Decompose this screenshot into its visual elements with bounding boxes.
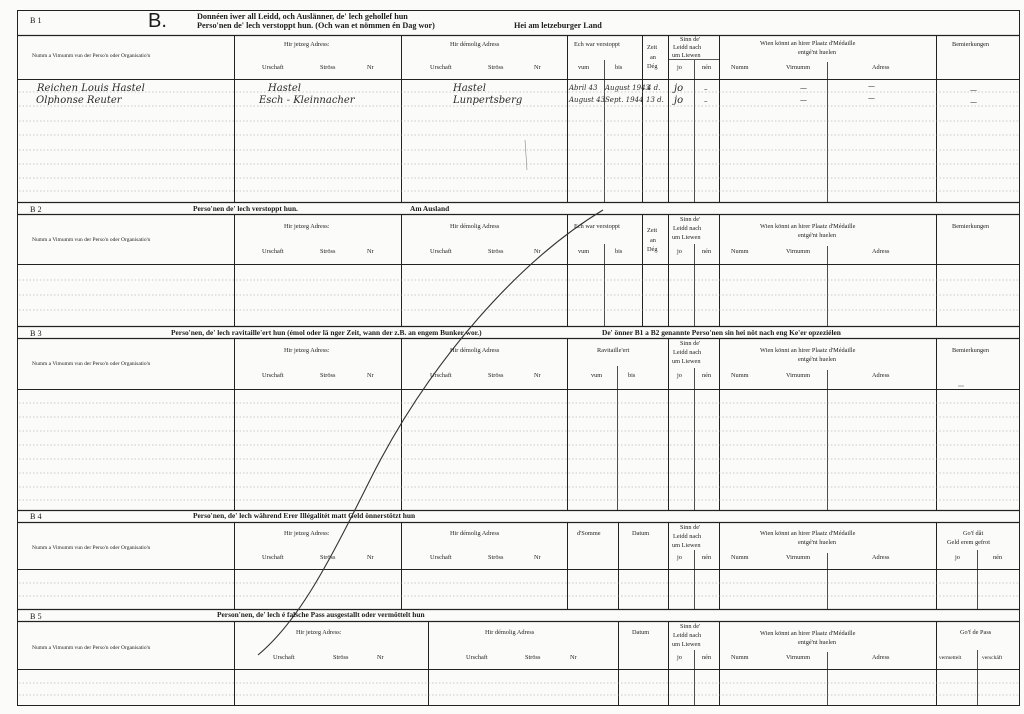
col-virnumm: Virnumm (786, 64, 811, 71)
b5-col-former-address: Hir démolig Adress (485, 629, 535, 636)
b2-col-bis: bis (615, 248, 623, 255)
b5-col-verschaft: verschâft (982, 655, 1003, 661)
b2-col-sinn-2: Leidd nach (673, 225, 702, 232)
col-zeit-an: an (650, 54, 656, 61)
entry-2-medal-virnumm: — (800, 96, 807, 104)
col-zeit-deg: Dég (647, 63, 658, 70)
b5-col-numm: Numm (731, 654, 749, 661)
col-vum: vum (578, 64, 590, 71)
b2-col-former-address: Hir démolig Adress (450, 223, 500, 230)
b2-col-nr: Nr (367, 248, 374, 255)
b4-col-nr: Nr (367, 554, 374, 561)
entry-1-medal-virnumm: — (800, 84, 807, 92)
entry-2-days: 13 d. (646, 96, 664, 104)
col-sinn-2: Leidd nach (673, 44, 702, 51)
b3-col-ravitaille: Ravitaille'ert (597, 347, 630, 354)
b2-col-urschaft: Urschaft (262, 248, 284, 255)
entry-2-medal-adress: — (868, 94, 875, 102)
col-current-address: Hir jetzeg Adress: (284, 41, 330, 48)
entry-1-name: Reichen Louis Hastel (37, 83, 145, 94)
b2-col-remarks: Bemierkungen (952, 223, 990, 230)
entry-2-bis: Sept. 1944 (605, 96, 644, 104)
b2-col-virnumm: Virnumm (786, 248, 811, 255)
b3-col-vum: vum (591, 372, 603, 379)
b4-col-urschaft-2: Urschaft (430, 554, 452, 561)
b5-col-nr-2: Nr (570, 654, 577, 661)
b4-col-jo-2: jo (955, 554, 960, 561)
entry-2-jo: jo (674, 95, 684, 106)
b5-col-medal-2: entgé'nt huelen (798, 639, 837, 646)
b3-col-jo: jo (677, 372, 682, 379)
section-b4-title: Perso'nen, de' lech während Erer Illégalitét matt Geld önnerstötzt hun (193, 511, 416, 520)
b3-col-numm: Numm (731, 372, 749, 379)
b2-col-numm: Numm (731, 248, 749, 255)
b2-col-jo: jo (677, 248, 682, 255)
col-stross: Ströss (320, 64, 336, 71)
b3-col-bis: bis (628, 372, 636, 379)
b5-col-stross: Ströss (333, 654, 349, 661)
b3-col-sinn-3: um Liewen (672, 358, 701, 365)
col-adress: Adress (872, 64, 890, 71)
form-letter: B. (148, 10, 167, 32)
section-b2-land: Am Ausland (410, 204, 450, 213)
entry-2-vum: August 43 (569, 96, 606, 104)
b4-col-jo: jo (677, 554, 682, 561)
col-nen: nén (702, 64, 712, 71)
b3-col-virnumm: Virnumm (786, 372, 811, 379)
col-name: Numm a Vimumm vun der Perso'n oder Organisatio'n (32, 53, 151, 59)
b5-col-nr: Nr (377, 654, 384, 661)
b5-col-virnumm: Virnumm (786, 654, 811, 661)
header-line-1: Donnéen iwer all Leidd, och Auslänner, de' lech gehollef hun (197, 12, 408, 21)
b2-col-current-address: Hir jetzeg Adress: (284, 223, 330, 230)
b3-col-nr-2: Nr (534, 372, 541, 379)
entry-1-bis: August 1943 (605, 84, 650, 92)
entry-1-nen: – (704, 85, 708, 93)
b4-col-gof-1: Go'f dât (963, 530, 984, 537)
entry-1-jo: jo (674, 83, 684, 94)
b3-col-name: Numm a Vimumm vun der Perso'n oder Organisatio'n (32, 361, 151, 367)
b3-col-adress: Adress (872, 372, 890, 379)
b4-col-sinn-1: Sinn de' (680, 524, 701, 531)
col-sinn-3: um Liewen (672, 52, 701, 59)
b3-col-stross-2: Ströss (488, 372, 504, 379)
entry-1-days: 4 d. (647, 84, 661, 92)
b5-col-vermettelt: vermettelt (939, 655, 962, 661)
entry-1-former: Hastel (453, 83, 486, 94)
section-b3-note: De' önner B1 a B2 genannte Perso'nen sin hei nöt nach eng Ke'er opzeziélen (602, 328, 841, 337)
b5-col-sinn-1: Sinn de' (680, 623, 701, 630)
b3-col-medal-2: entgé'nt huelen (798, 356, 837, 363)
b2-col-urschaft-2: Urschaft (430, 248, 452, 255)
b2-col-zeit: Zeit (647, 227, 658, 234)
b4-col-stross-2: Ströss (488, 554, 504, 561)
b2-col-zeit-an: an (650, 237, 656, 244)
col-zeit: Zeit (647, 44, 658, 51)
b5-col-current-address: Hir jetzeg Adress: (296, 629, 342, 636)
b2-col-sinn-3: um Liewen (672, 234, 701, 241)
b2-col-zeit-deg: Dég (647, 246, 658, 253)
b5-col-datum: Datum (632, 629, 650, 636)
b4-col-adress: Adress (872, 554, 890, 561)
b2-col-medal-2: entgé'nt huelen (798, 232, 837, 239)
b3-col-current-address: Hir jetzeg Adress: (284, 347, 330, 354)
b3-col-remarks: Bemierkungen (952, 347, 990, 354)
diagonal-pen-stroke (258, 210, 603, 655)
b5-col-nen: nén (702, 654, 712, 661)
b5-col-sinn-2: Leidd nach (673, 632, 702, 639)
entry-1-urschaft: Hastel (268, 83, 301, 94)
header-line-2: Perso'nen de' lech verstoppt hun. (Och wan et nömmen én Dag wor) (197, 21, 435, 30)
b2-col-nen: nén (702, 248, 712, 255)
b5-col-pass: Go'f de Pass (960, 629, 992, 636)
section-code-b1: B 1 (30, 16, 42, 25)
col-medal-1: Wien könnt an hirer Plaatz d'Médaille (760, 40, 856, 47)
col-stross-2: Ströss (488, 64, 504, 71)
section-code-b4: B 4 (30, 512, 42, 521)
entry-2-nen: – (704, 97, 708, 105)
b3-col-sinn-2: Leidd nach (673, 349, 702, 356)
b5-col-urschaft: Urschaft (273, 654, 295, 661)
b5-col-urschaft-2: Urschaft (466, 654, 488, 661)
b4-col-nr-2: Nr (534, 554, 541, 561)
b3-col-nen: nén (702, 372, 712, 379)
col-medal-2: entgé'nt huelen (798, 49, 837, 56)
b4-col-current-address: Hir jetzeg Adress: (284, 530, 330, 537)
b2-col-stross-2: Ströss (488, 248, 504, 255)
b4-col-former-address: Hir démolig Adress (450, 530, 500, 537)
b4-col-sinn-3: um Liewen (672, 542, 701, 549)
b3-col-urschaft: Urschaft (262, 372, 284, 379)
b4-col-urschaft: Urschaft (262, 554, 284, 561)
col-urschaft-2: Urschaft (430, 64, 452, 71)
b5-col-jo: jo (677, 654, 682, 661)
b5-col-name: Numm a Vimumm vun der Perso'n oder Organisatio'n (32, 645, 151, 651)
col-nr: Nr (367, 64, 374, 71)
section-code-b5: B 5 (30, 612, 42, 621)
col-hidden: Ech war verstoppt (574, 41, 620, 48)
b2-col-name: Numm a Vimumm vun der Perso'n oder Organisatio'n (32, 237, 151, 243)
entry-1-remarks: — (970, 86, 977, 94)
b4-col-somme: d'Somme (577, 530, 601, 537)
col-sinn-1: Sinn de' (680, 36, 701, 43)
section-code-b2: B 2 (30, 205, 42, 214)
entry-2-name: Olphonse Reuter (36, 95, 122, 106)
b2-col-stross: Ströss (320, 248, 336, 255)
b3-col-urschaft-2: Urschaft (430, 372, 452, 379)
b2-col-vum: vum (578, 248, 590, 255)
b4-col-medal-1: Wien könnt an hirer Plaatz d'Médaille (760, 530, 856, 537)
section-code-b3: B 3 (30, 329, 42, 338)
header-land: Hei am letzeburger Land (514, 21, 602, 30)
section-b2-title: Perso'nen de' lech verstoppt hun. (193, 204, 298, 213)
col-jo: jo (677, 64, 682, 71)
b4-col-stross: Ströss (320, 554, 336, 561)
col-former-address: Hir démolig Adress (450, 41, 500, 48)
b4-col-nen: nén (702, 554, 712, 561)
b5-col-adress: Adress (872, 654, 890, 661)
section-b3-title: Perso'nen, de' lech ravitaille'ert hun (émol oder lä nger Zeit, wann der z.B. an engem Bunker wor.) (171, 328, 482, 337)
b4-col-datum: Datum (632, 530, 650, 537)
b4-col-virnumm: Virnumm (786, 554, 811, 561)
b2-col-adress: Adress (872, 248, 890, 255)
b4-col-sinn-2: Leidd nach (673, 533, 702, 540)
entry-2-urschaft: Esch - Kleinnacher (259, 95, 355, 106)
entry-1-vum: Abril 43 (569, 84, 598, 92)
col-nr-2: Nr (534, 64, 541, 71)
b5-col-sinn-3: um Liewen (672, 641, 701, 648)
b3-col-medal-1: Wien könnt an hirer Plaatz d'Médaille (760, 347, 856, 354)
b3-col-former-address: Hir démolig Adress (450, 347, 500, 354)
b2-col-nr-2: Nr (534, 248, 541, 255)
b4-col-nen-2: nén (993, 554, 1003, 561)
b4-col-gof-2: Geld erem gefrot (947, 539, 991, 546)
col-numm: Numm (731, 64, 749, 71)
entry-1-medal-adress: — (868, 82, 875, 90)
b2-col-sinn-1: Sinn de' (680, 216, 701, 223)
b5-col-stross-2: Ströss (525, 654, 541, 661)
col-bis: bis (615, 64, 623, 71)
b3-col-nr: Nr (367, 372, 374, 379)
b2-col-medal-1: Wien könnt an hirer Plaatz d'Médaille (760, 223, 856, 230)
b4-col-name: Numm a Vimumm vun der Perso'n oder Organisatio'n (32, 545, 151, 551)
entry-2-former: Lunpertsberg (453, 95, 523, 106)
b4-col-numm: Numm (731, 554, 749, 561)
b5-col-medal-1: Wien könnt an hirer Plaatz d'Médaille (760, 630, 856, 637)
b2-col-hidden: Ech war verstoppt (574, 223, 620, 230)
b3-col-sinn-1: Sinn de' (680, 340, 701, 347)
b4-col-medal-2: entgé'nt huelen (798, 539, 837, 546)
col-urschaft: Urschaft (262, 64, 284, 71)
entry-2-remarks: — (970, 98, 977, 106)
section-b5-title: Person'nen, de' lech é falsche Pass ausgestallt oder vermöttelt hun (217, 610, 425, 619)
col-remarks: Bemierkungen (952, 41, 990, 48)
b3-col-stross: Ströss (320, 372, 336, 379)
